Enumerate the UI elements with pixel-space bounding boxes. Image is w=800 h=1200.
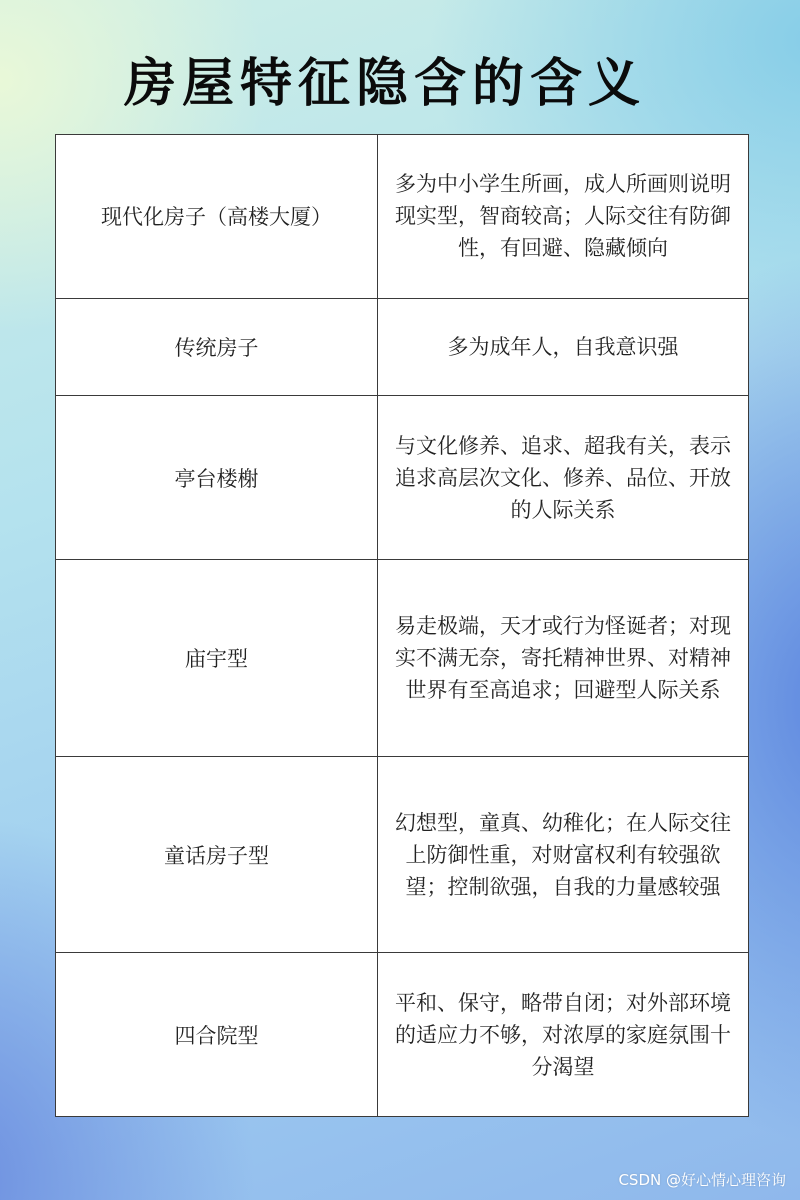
meaning-cell: 平和、保守，略带自闭；对外部环境的适应力不够，对浓厚的家庭氛围十分渴望	[395, 990, 731, 1079]
table-row	[56, 135, 748, 299]
source-watermark: CSDN @好心情心理咨询	[618, 1171, 786, 1189]
meaning-cell: 与文化修养、追求、超我有关，表示追求高层次文化、修养、品位、开放的人际关系	[395, 433, 731, 522]
meaning-cell: 易走极端，天才或行为怪诞者；对现实不满无奈，寄托精神世界、对精神世界有至高追求；回避型人际关系	[395, 613, 731, 702]
house-type-cell: 现代化房子（高楼大厦）	[56, 135, 378, 298]
meaning-cell: 多为中小学生所画，成人所画则说明现实型，智商较高；人际交往有防御性，有回避、隐藏倾向	[395, 172, 731, 261]
house-type-cell: 庙宇型	[56, 560, 378, 756]
table-row	[56, 757, 748, 954]
table-row	[56, 396, 748, 560]
house-type-cell: 四合院型	[56, 953, 378, 1116]
house-type-cell: 童话房子型	[56, 757, 378, 953]
house-type-cell: 亭台楼榭	[56, 396, 378, 559]
table-row	[56, 953, 748, 1116]
table-row	[56, 299, 748, 397]
meaning-cell: 幻想型，童真、幼稚化；在人际交往上防御性重，对财富权利有较强欲望；控制欲强，自我的力量感较强	[395, 810, 731, 899]
table-row	[56, 560, 748, 757]
meaning-cell: 多为成年人，自我意识强	[447, 335, 679, 360]
house-type-cell: 传统房子	[56, 299, 378, 396]
page-title: 房屋特征隐含的含义	[123, 53, 646, 114]
meaning-table	[55, 134, 749, 1117]
